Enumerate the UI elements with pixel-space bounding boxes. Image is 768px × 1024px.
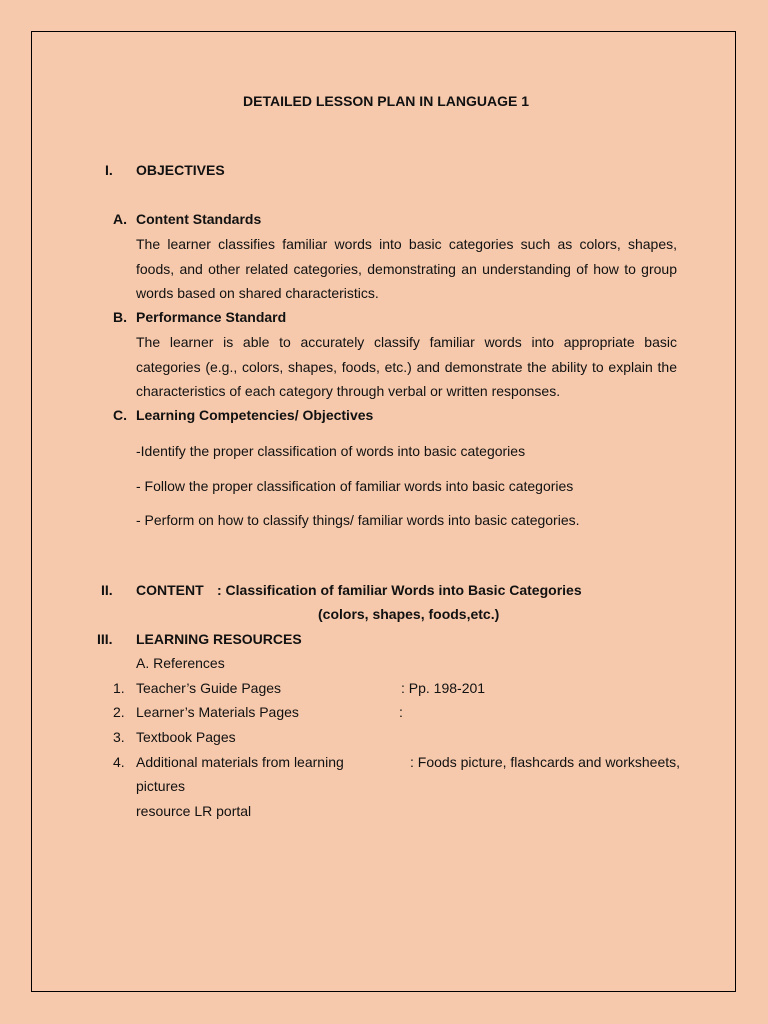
resource-value-cont: pictures: [136, 778, 186, 794]
resource-number: 2.: [113, 704, 125, 720]
resource-number: 4.: [113, 754, 125, 770]
performance-standard-letter: B.: [113, 309, 127, 325]
content-description: : Classification of familiar Words into Basic Categories: [217, 582, 582, 598]
section-3-numeral: III.: [97, 631, 113, 647]
section-1-heading: OBJECTIVES: [136, 162, 225, 178]
resource-label: Textbook Pages: [136, 729, 236, 745]
content-standards-letter: A.: [113, 211, 127, 227]
resource-value: : Foods picture, flashcards and worksheets,: [410, 754, 681, 770]
content-standards-heading: Content Standards: [136, 211, 262, 227]
resource-label: Additional materials from learning: [136, 754, 344, 770]
objective-item: - Perform on how to classify things/ familiar words into basic categories.: [136, 512, 580, 528]
resource-number: 1.: [113, 680, 125, 696]
references-subheading: A. References: [136, 655, 225, 671]
content-standards-text: The learner classifies familiar words into basic categories such as colors, shapes, foods, and other related categories, demonstrating an understanding of how to group words based on shared characteristics.: [136, 236, 677, 302]
section-3-heading: LEARNING RESOURCES: [136, 631, 302, 647]
competencies-heading: Learning Competencies/ Objectives: [136, 407, 374, 423]
resource-value: : Pp. 198-201: [401, 680, 486, 696]
objective-item: -Identify the proper classification of words into basic categories: [136, 443, 526, 459]
content-description-cont: (colors, shapes, foods,etc.): [318, 606, 500, 622]
competencies-letter: C.: [113, 407, 127, 423]
resource-label: Teacher’s Guide Pages: [136, 680, 282, 696]
objective-item: - Follow the proper classification of familiar words into basic categories: [136, 478, 574, 494]
section-1-numeral: I.: [105, 162, 113, 178]
performance-standard-text: The learner is able to accurately classify familiar words into appropriate basic categories (e.g., colors, shapes, foods, etc.) and demonstrate the ability to explain the characteristics of each category through verbal or written responses.: [136, 334, 677, 400]
resource-value: :: [399, 704, 403, 720]
section-2-numeral: II.: [101, 582, 113, 598]
document-title: DETAILED LESSON PLAN IN LANGUAGE 1: [243, 93, 529, 109]
resource-label: Learner’s Materials Pages: [136, 704, 299, 720]
resource-number: 3.: [113, 729, 125, 745]
performance-standard-heading: Performance Standard: [136, 309, 287, 325]
resource-label-cont: resource LR portal: [136, 803, 252, 819]
section-2-heading: CONTENT: [136, 582, 204, 598]
